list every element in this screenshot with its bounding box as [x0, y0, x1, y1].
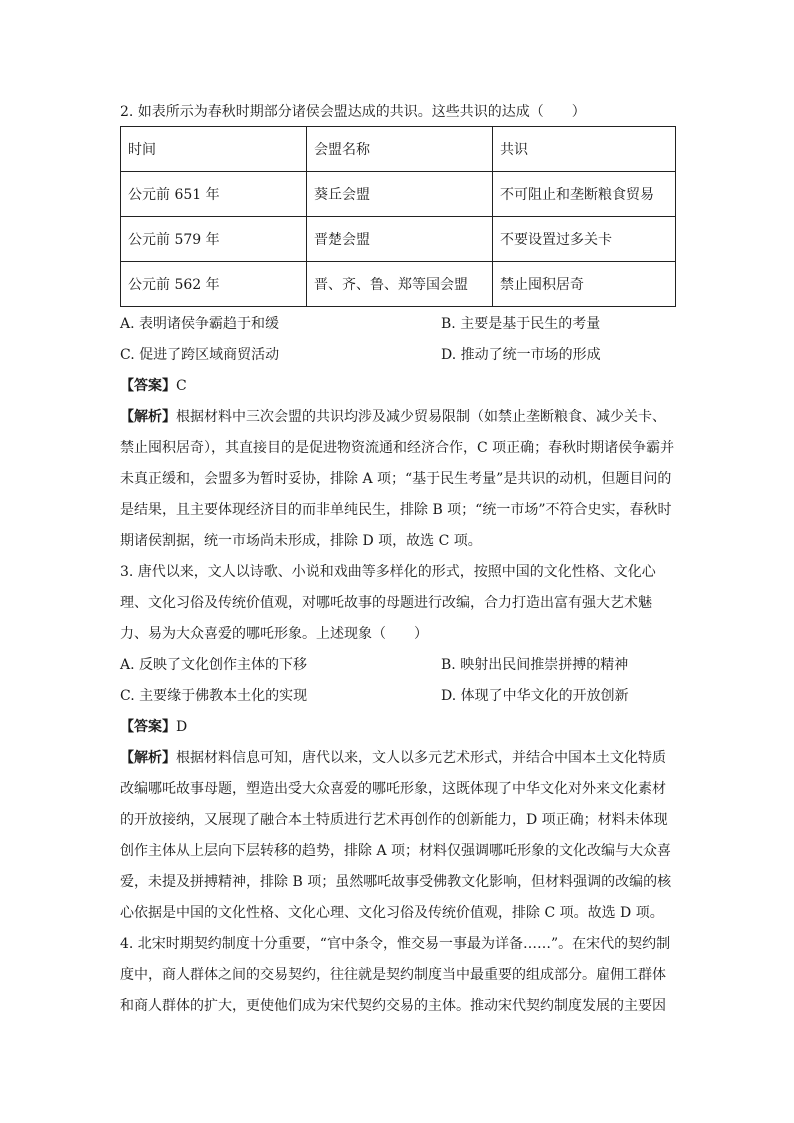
- table-row: [121, 172, 676, 217]
- q2-options-row-1: [120, 309, 680, 340]
- q2-analysis-line: 未真正缓和，会盟多为暂时妥协，排除 A 项；“基于民生考量”是共识的动机，但题目问的: [120, 471, 672, 487]
- table-row: [121, 262, 676, 307]
- table-header-cell: 共识: [493, 127, 676, 172]
- table-cell: 晋、齐、鲁、郑等国会盟: [307, 262, 493, 307]
- answer-value: D: [176, 719, 188, 735]
- document-page: [120, 98, 680, 1022]
- option-a: A. 表明诸侯争霸趋于和缓: [120, 316, 280, 332]
- q2-answer: [120, 371, 680, 402]
- q3-analysis-line: 创作主体从上层向下层转移的趋势，排除 A 项；材料仅强调哪吒形象的文化改编与大众喜: [120, 843, 672, 859]
- table-cell: 公元前 579 年: [121, 217, 307, 262]
- q3-options-row-2: [120, 681, 680, 712]
- option-c: C. 主要缘于佛教本土化的实现: [120, 688, 308, 704]
- q3-options-row-1: [120, 650, 680, 681]
- table-cell: 晋楚会盟: [307, 217, 493, 262]
- analysis-text: 根据材料信息可知，唐代以来，文人以多元艺术形式，并结合中国本土文化特质: [176, 750, 666, 766]
- table-cell: 不可阻止和垄断粮食贸易: [493, 172, 676, 217]
- q2-table: [120, 126, 676, 307]
- q3-analysis-line: 的开放接纳，又展现了融合本土特质进行艺术再创作的创新能力，D 项正确；材料未体现: [120, 812, 668, 828]
- table-cell: 不要设置过多关卡: [493, 217, 676, 262]
- q2-options-row-2: [120, 340, 680, 371]
- table-header-cell: 时间: [121, 127, 307, 172]
- answer-value: C: [176, 378, 187, 394]
- analysis-label: 【解析】: [120, 750, 176, 766]
- table-header-row: [121, 127, 676, 172]
- option-d: D. 推动了统一市场的形成: [441, 347, 601, 363]
- q2-analysis-line: [120, 402, 680, 433]
- q4-stem-line: 4. 北宋时期契约制度十分重要，“官中条令，惟交易一事最为详备……”。在宋代的契约制: [120, 936, 671, 952]
- analysis-text: 根据材料中三次会盟的共识均涉及减少贸易限制（如禁止垄断粮食、减少关卡、: [176, 409, 666, 425]
- option-a: A. 反映了文化创作主体的下移: [120, 657, 308, 673]
- q3-stem-line: 力、易为大众喜爱的哪吒形象。上述现象（ ）: [120, 626, 428, 642]
- q3-analysis-line: 爱，未提及拼搏精神，排除 B 项；虽然哪吒故事受佛教文化影响，但材料强调的改编的核: [120, 874, 672, 890]
- q4-stem-line: 和商人群体的扩大，更使他们成为宋代契约交易的主体。推动宋代契约制度发展的主要因: [120, 998, 666, 1014]
- answer-label: 【答案】: [120, 378, 176, 394]
- q2-analysis-line: 禁止囤积居奇），其直接目的是促进物资流通和经济合作，C 项正确；春秋时期诸侯争霸并: [120, 440, 675, 456]
- table-cell: 禁止囤积居奇: [493, 262, 676, 307]
- q3-stem-line: 理、文化习俗及传统价值观，对哪吒故事的母题进行改编，合力打造出富有强大艺术魅: [120, 595, 652, 611]
- q2-analysis-line: 是结果，且主要体现经济目的而非单纯民生，排除 B 项；“统一市场”不符合史实，春秋时: [120, 502, 672, 518]
- analysis-label: 【解析】: [120, 409, 176, 425]
- q2-analysis-line: 期诸侯割据，统一市场尚未形成，排除 D 项，故选 C 项。: [120, 533, 482, 549]
- table-header-cell: 会盟名称: [307, 127, 493, 172]
- option-c: C. 促进了跨区域商贸活动: [120, 347, 280, 363]
- table-row: [121, 217, 676, 262]
- q2-stem: 2. 如表所示为春秋时期部分诸侯会盟达成的共识。这些共识的达成（ ）: [120, 104, 586, 120]
- option-d: D. 体现了中华文化的开放创新: [441, 688, 629, 704]
- q3-analysis-line: [120, 743, 680, 774]
- table-cell: 葵丘会盟: [307, 172, 493, 217]
- q3-analysis-line: 心依据是中国的文化性格、文化心理、文化习俗及传统价值观，排除 C 项。故选 D 项。: [120, 905, 664, 921]
- q4-stem-line: 度中，商人群体之间的交易契约，往往就是契约制度当中最重要的组成部分。雇佣工群体: [120, 967, 666, 983]
- option-b: B. 映射出民间推崇拼搏的精神: [441, 657, 629, 673]
- answer-label: 【答案】: [120, 719, 176, 735]
- table-cell: 公元前 651 年: [121, 172, 307, 217]
- q3-analysis-line: 改编哪吒故事母题，塑造出受大众喜爱的哪吒形象，这既体现了中华文化对外来文化素材: [120, 781, 666, 797]
- table-cell: 公元前 562 年: [121, 262, 307, 307]
- option-b: B. 主要是基于民生的考量: [441, 316, 601, 332]
- q3-stem-line: 3. 唐代以来，文人以诗歌、小说和戏曲等多样化的形式，按照中国的文化性格、文化心: [120, 564, 656, 580]
- q3-answer: [120, 712, 680, 743]
